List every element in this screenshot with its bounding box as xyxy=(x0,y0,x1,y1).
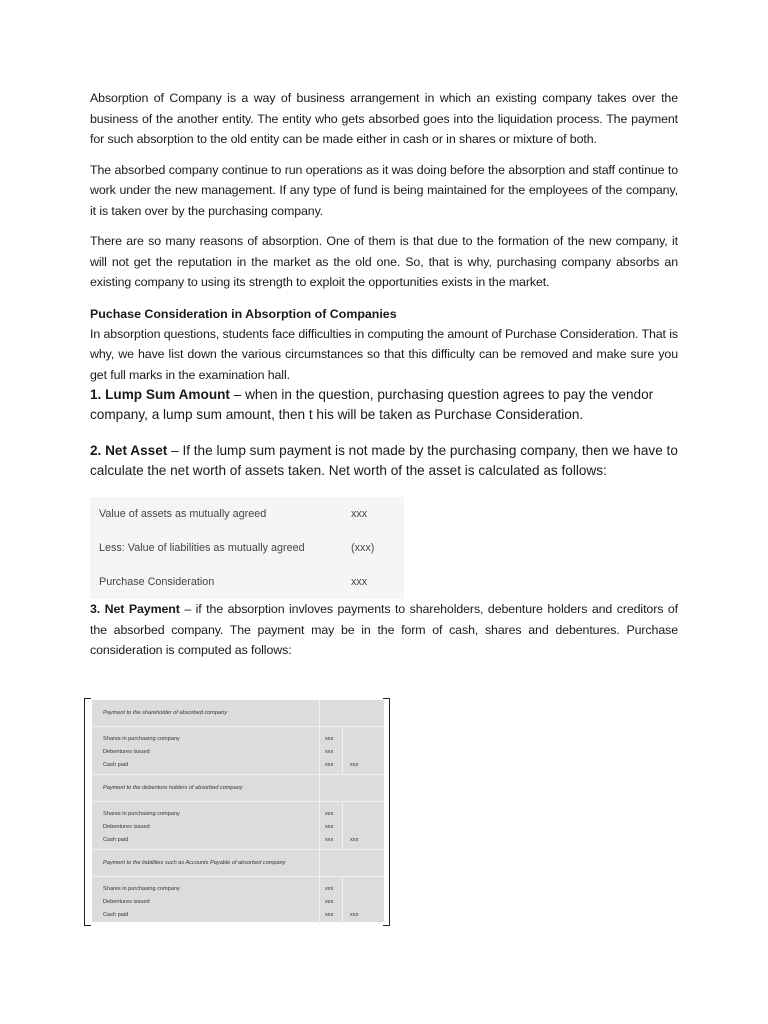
group-heading: Payment to the debenture holders of absorbed company xyxy=(92,775,320,801)
net-payment-table-image xyxy=(84,698,390,924)
net-payment-table xyxy=(92,700,384,922)
group-heading: Payment to the liabilities such as Accounts Payable of absorbed company xyxy=(92,850,320,876)
row-label: Cash paid xyxy=(103,837,129,843)
table-row xyxy=(90,531,404,565)
net-asset-table xyxy=(90,497,404,599)
table-row xyxy=(90,565,404,599)
section-intro: In absorption questions, students face difficulties in computing the amount of Purchase Consideration. That is why, we have list down the various circumstances so that this difficulty can be removed and make sure you get full marks in the examination hall. xyxy=(90,326,678,382)
row-label: Cash paid xyxy=(103,912,129,918)
row-value: xxx xyxy=(325,749,334,755)
row-total xyxy=(350,733,384,746)
paragraph-operations: The absorbed company continue to run operations as it was doing before the absorption and staff continue to work under the new management. If any type of fund is being maintained for the employees of the company, it is taken over by the purchasing company. xyxy=(90,162,678,218)
group-heading-row xyxy=(92,850,384,877)
row-value: xxx xyxy=(325,912,334,918)
row-total xyxy=(350,746,384,759)
row-label: Shares in purchasing company xyxy=(103,736,180,742)
group-body xyxy=(92,802,384,850)
row-value: xxx xyxy=(325,762,334,768)
row-label: Debentures issued xyxy=(103,749,150,755)
row-label: Debentures issued xyxy=(103,824,150,830)
item-lump-sum xyxy=(90,385,678,425)
row-total: xxx xyxy=(350,837,359,843)
item-net-payment xyxy=(90,599,678,661)
row-value: xxx xyxy=(325,811,334,817)
item-text: – If the lump sum payment is not made by the purchasing company, then we have to calculate the net worth of assets taken. Net worth of the asset is calculated as follows: xyxy=(90,443,678,478)
group-body xyxy=(92,877,384,924)
row-label: Shares in purchasing company xyxy=(103,886,180,892)
row-total xyxy=(350,896,384,909)
section-heading: Puchase Consideration in Absorption of Companies xyxy=(90,306,397,321)
row-value: xxx xyxy=(351,508,368,520)
item-title: 3. Net Payment xyxy=(90,602,180,616)
item-net-asset xyxy=(90,441,678,481)
row-total xyxy=(350,883,384,896)
group-heading-row xyxy=(92,775,384,802)
bracket-left xyxy=(84,698,91,926)
row-value: xxx xyxy=(325,837,334,843)
document-body xyxy=(90,88,678,661)
group-heading: Payment to the shareholder of absorbed company xyxy=(92,700,320,726)
item-title: 2. Net Asset xyxy=(90,443,168,458)
row-label: Less: Value of liabilities as mutually agreed xyxy=(99,542,305,554)
row-label: Purchase Consideration xyxy=(99,576,215,588)
row-value: (xxx) xyxy=(351,542,375,554)
row-value: xxx xyxy=(325,736,334,742)
row-label: Cash paid xyxy=(103,762,129,768)
row-total xyxy=(350,821,384,834)
item-title: 1. Lump Sum Amount xyxy=(90,387,230,402)
paragraph-reasons: There are so many reasons of absorption. One of them is that due to the formation of the new company, it will not get the reputation in the market as the old one. So, that is why, purchasing company absorbs an existing company to using its strength to exploit the opportunities exists in the market. xyxy=(90,234,678,289)
group-body xyxy=(92,727,384,775)
table-row xyxy=(90,497,404,531)
item-text: – when in the question, purchasing question agrees to pay the vendor company, a lump sum amount, then t his will be taken as Purchase Consideration. xyxy=(90,387,654,422)
row-value: xxx xyxy=(351,576,368,588)
paragraph-intro: Absorption of Company is a way of business arrangement in which an existing company takes over the business of the another entity. The entity who gets absorbed goes into the liquidation process. The payment for such absorption to the old entity can be made either in cash or in shares or mixture of both. xyxy=(90,91,678,146)
row-label: Value of assets as mutually agreed xyxy=(99,508,267,520)
group-heading-row xyxy=(92,700,384,727)
row-total: xxx xyxy=(350,912,359,918)
row-value: xxx xyxy=(325,886,334,892)
row-value: xxx xyxy=(325,899,334,905)
row-label: Debentures issued xyxy=(103,899,150,905)
bracket-right xyxy=(383,698,390,926)
item-text: – if the absorption invloves payments to shareholders, debenture holders and creditors of the absorbed company. The payment may be in the form of cash, shares and debentures. Purchase consideration is computed as follows: xyxy=(90,602,678,657)
row-label: Shares in purchasing company xyxy=(103,811,180,817)
row-value: xxx xyxy=(325,824,334,830)
row-total xyxy=(350,808,384,821)
row-total: xxx xyxy=(350,762,359,768)
